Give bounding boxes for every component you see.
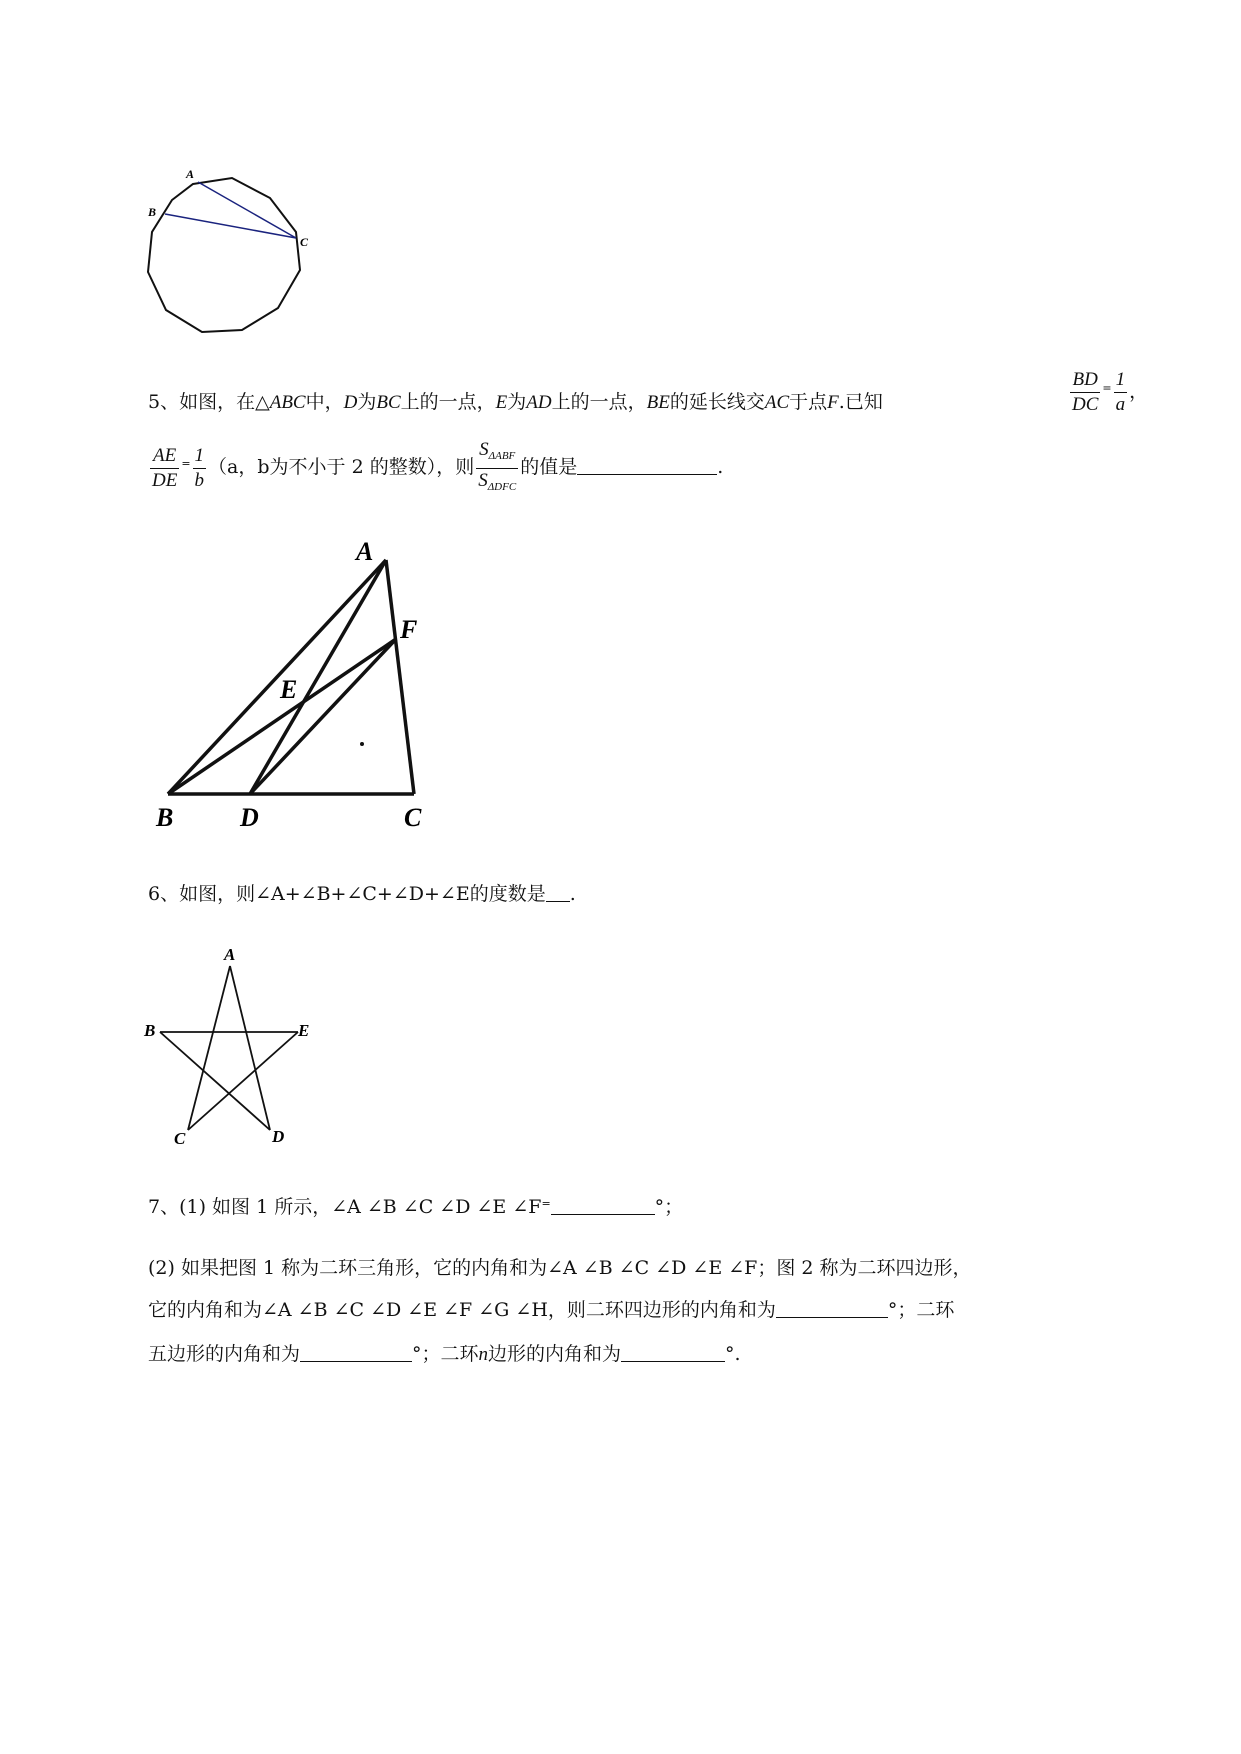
q5-be: BE	[646, 392, 670, 413]
q7-n: n	[478, 1344, 489, 1365]
q5-period: .	[717, 456, 724, 478]
triangle-label-f: F	[400, 615, 418, 644]
q5-text: 为	[507, 391, 527, 413]
q5-f: F	[827, 392, 839, 413]
q7-degree: °.	[725, 1343, 741, 1365]
q5-ac: AC	[764, 392, 790, 413]
q5-text: 的延长线交	[669, 391, 765, 413]
q7-part2-text: 它的内角和为∠A ∠B ∠C ∠D ∠E ∠F ∠G ∠H，则二环四边形的内角和为	[148, 1299, 776, 1321]
fraction-denominator: b	[194, 469, 205, 491]
polygon-figure	[140, 160, 350, 340]
q5-text: 于点	[789, 391, 828, 413]
fraction-denominator: DC	[1072, 394, 1099, 415]
q5-comma: ，	[1129, 380, 1149, 403]
polygon-label-a: A	[186, 167, 195, 181]
q7-line-3	[148, 1296, 954, 1324]
equals-sign: =	[181, 457, 191, 470]
q5-text: 如图，在△	[179, 391, 270, 413]
triangle-label-e: E	[280, 675, 298, 704]
triangle-figure	[148, 538, 448, 838]
q7-part2-text: 五边形的内角和为	[148, 1343, 301, 1365]
equals-sign: =	[1102, 381, 1112, 395]
q7-part2-text: °；二环	[412, 1343, 479, 1365]
star-figure	[140, 946, 320, 1146]
q5-line-1	[148, 388, 883, 417]
q6-line	[148, 880, 576, 908]
star-label-e: E	[298, 1021, 310, 1040]
star-label-a: A	[224, 946, 236, 964]
area-subscript: ΔABF	[488, 449, 516, 462]
q7-line-2	[148, 1254, 972, 1282]
area-s: S	[478, 469, 488, 491]
q7-degree: °；	[654, 1196, 684, 1218]
q5-d: D	[343, 392, 358, 413]
fraction-numerator: 1	[193, 444, 207, 469]
answer-blank	[551, 1196, 655, 1215]
q5-line-2	[148, 436, 723, 499]
q6-text: 6、如图，则∠A+∠B+∠C+∠D+∠E的度数是	[148, 883, 546, 905]
triangle-label-c: C	[404, 803, 422, 832]
q5-text: 为	[357, 391, 377, 413]
star-label-b: B	[144, 1021, 156, 1040]
fraction-1-b	[193, 444, 207, 493]
fraction-ae-de	[150, 444, 179, 493]
area-subscript: ΔDFC	[487, 480, 517, 493]
answer-blank	[300, 1343, 412, 1362]
q7-part2-text: (2) 如果把图 1 称为二环三角形，它的内角和为∠A ∠B ∠C ∠D ∠E ∠F；图 2 称为二环四边形，	[148, 1257, 972, 1279]
answer-blank	[776, 1299, 888, 1318]
fraction-numerator: 1	[1114, 368, 1128, 393]
q6-period: .	[569, 883, 576, 905]
q5-abc: ABC	[269, 392, 306, 413]
triangle-label-b: B	[156, 803, 174, 832]
q5-text: 中，	[305, 391, 344, 413]
fraction-numerator	[476, 438, 518, 469]
q7-line-4	[148, 1340, 741, 1369]
q5-condition-text: （a，b为不小于 2 的整数），则	[208, 456, 475, 478]
q5-tail-text: 的值是	[520, 456, 578, 478]
q5-ad: AD	[526, 392, 552, 413]
fraction-denominator: a	[1115, 394, 1126, 415]
answer-blank	[621, 1343, 725, 1362]
area-s: S	[479, 438, 489, 460]
q7-part1-text: 7、(1) 如图 1 所示，∠A ∠B ∠C ∠D ∠E ∠F	[148, 1196, 542, 1218]
q7-part2-text: 边形的内角和为	[488, 1343, 622, 1365]
fraction-denominator: DE	[152, 469, 178, 491]
triangle-label-d: D	[240, 803, 259, 832]
q5-text: 上的一点，	[551, 391, 647, 413]
fraction-area-ratio	[476, 438, 518, 499]
star-label-c: C	[174, 1129, 186, 1146]
q7-line-1	[148, 1190, 683, 1221]
star-label-d: D	[272, 1127, 285, 1146]
fraction-bd-dc	[1070, 368, 1100, 417]
q5-text: .已知	[838, 391, 883, 413]
answer-blank	[546, 883, 570, 902]
q5-bc: BC	[376, 392, 401, 413]
fraction-denominator	[476, 469, 518, 499]
q5-number: 5、	[148, 391, 180, 413]
q5-text: 上的一点，	[400, 391, 496, 413]
triangle-label-a: A	[356, 538, 374, 566]
equals-sign: =	[541, 1197, 551, 1210]
fraction-numerator: BD	[1070, 368, 1100, 393]
q5-e: E	[495, 392, 508, 413]
answer-blank	[577, 456, 717, 475]
q7-part2-text: °；二环	[887, 1299, 955, 1321]
q5-fraction-group-1	[1068, 368, 1148, 417]
fraction-1-a	[1114, 368, 1128, 417]
polygon-label-c: C	[300, 235, 309, 249]
fraction-numerator: AE	[150, 444, 179, 469]
polygon-label-b: B	[148, 205, 157, 219]
